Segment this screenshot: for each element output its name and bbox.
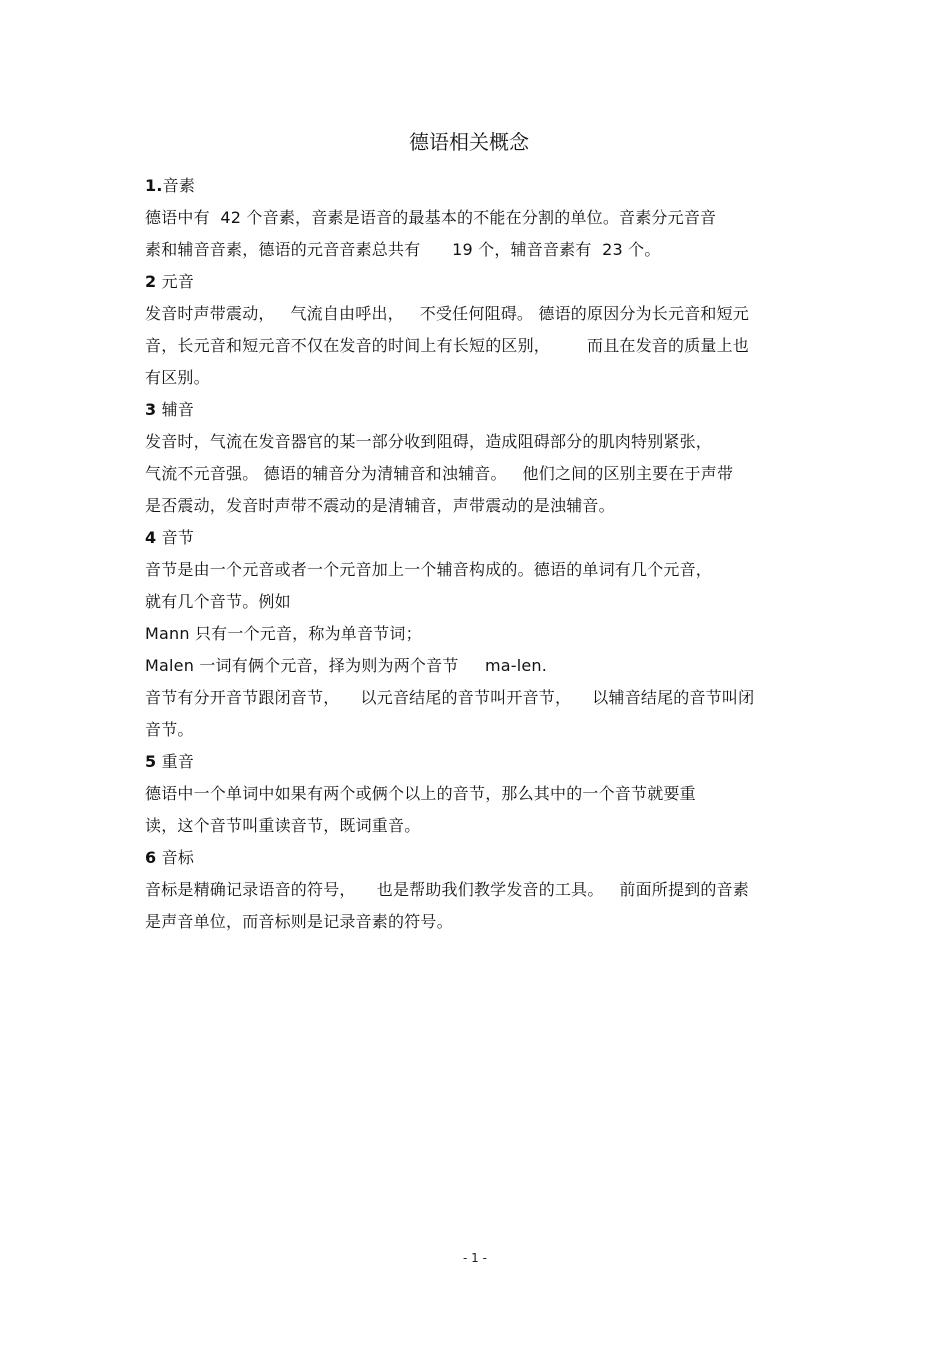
section-title: 重音: [156, 752, 195, 771]
document-title: 德语相关概念: [409, 130, 529, 154]
paragraph-line: 有区别。: [145, 368, 210, 387]
section-consonant: [145, 394, 805, 522]
section-phonetic-symbol: [145, 842, 805, 938]
paragraph-line: Malen 一词有俩个元音，择为则为两个音节 ma-len.: [145, 656, 548, 675]
section-number: 6: [145, 848, 157, 867]
section-heading: [145, 746, 805, 778]
section-number: 3: [145, 400, 157, 419]
paragraph-line: 音标是精确记录语音的符号， 也是帮助我们教学发音的工具。 前面所提到的音素: [145, 880, 750, 899]
section-heading: [145, 266, 805, 298]
section-number: 1.: [145, 176, 163, 195]
section-number: 2: [145, 272, 157, 291]
section-title: 音标: [156, 848, 195, 867]
paragraph-line: 是否震动，发音时声带不震动的是清辅音，声带震动的是浊辅音。: [145, 496, 615, 515]
section-number: 5: [145, 752, 157, 771]
paragraph-line: 气流不元音强。 德语的辅音分为清辅音和浊辅音。 他们之间的区别主要在于声带: [145, 464, 734, 483]
paragraph-line: 就有几个音节。例如: [145, 592, 291, 611]
paragraph-line: 音，长元音和短元音不仅在发音的时间上有长短的区别， 而且在发音的质量上也: [145, 336, 750, 355]
paragraph-line: 发音时，气流在发音器官的某一部分收到阻碍，造成阻碍部分的肌肉特别紧张，: [145, 432, 713, 451]
section-stress: [145, 746, 805, 842]
section-heading: [145, 522, 805, 554]
section-heading: [145, 170, 805, 202]
paragraph-line: 音节有分开音节跟闭音节， 以元音结尾的音节叫开音节， 以辅音结尾的音节叫闭: [145, 688, 755, 707]
section-title: 元音: [156, 272, 195, 291]
paragraph-line: 读，这个音节叫重读音节，既词重音。: [145, 816, 421, 835]
paragraph-line: 素和辅音音素，德语的元音音素总共有 19 个，辅音音素有 23 个。: [145, 240, 661, 259]
section-heading: [145, 394, 805, 426]
paragraph-line: 发音时声带震动， 气流自由呼出， 不受任何阻碍。 德语的原因分为长元音和短元: [145, 304, 750, 323]
document-body: [145, 170, 805, 938]
section-title: 音素: [162, 176, 196, 195]
section-title: 音节: [156, 528, 195, 547]
paragraph-line: 音节是由一个元音或者一个元音加上一个辅音构成的。德语的单词有几个元音，: [145, 560, 713, 579]
section-title: 辅音: [156, 400, 195, 419]
paragraph-line: Mann 只有一个元音，称为单音节词；: [145, 624, 422, 643]
section-phoneme: [145, 170, 805, 266]
section-vowel: [145, 266, 805, 394]
paragraph-line: 德语中一个单词中如果有两个或俩个以上的音节，那么其中的一个音节就要重: [145, 784, 696, 803]
page-number: - 1 -: [463, 1251, 487, 1265]
paragraph-line: 音节。: [145, 720, 194, 739]
paragraph-line: 是声音单位，而音标则是记录音素的符号。: [145, 912, 453, 931]
paragraph-line: 德语中有 42 个音素，音素是语音的最基本的不能在分割的单位。音素分元音音: [145, 208, 717, 227]
section-heading: [145, 842, 805, 874]
section-syllable: [145, 522, 805, 746]
section-number: 4: [145, 528, 157, 547]
